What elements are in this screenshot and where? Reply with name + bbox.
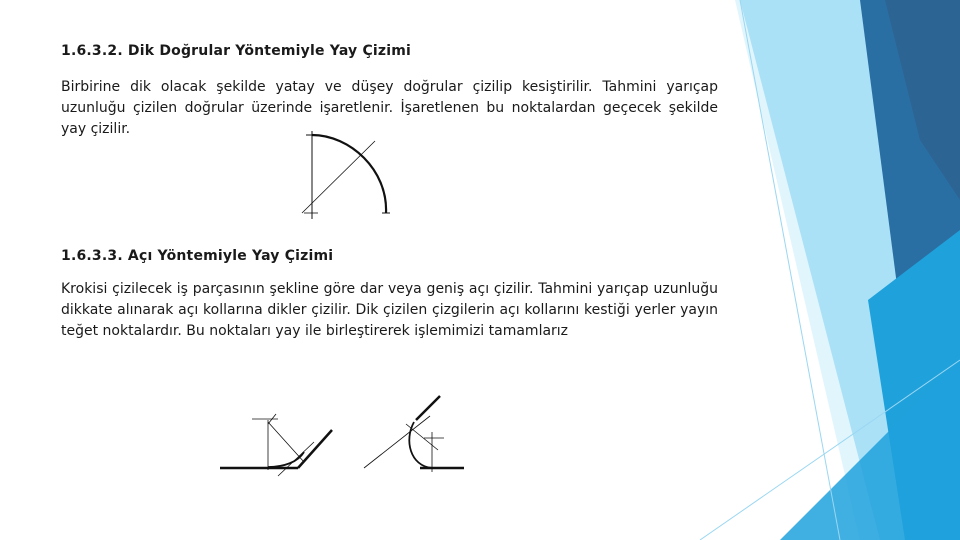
section-body-aci: Krokisi çizilecek iş parçasının şekline göre dar veya geniş açı çizilir. Tahmini yarıçap uzunluğu dikkate alınarak açı kollarına dikler çizilir. Dik çizilen çizgilerin açı kollarını kestiği yerler yayın teğet noktalardır. Bu noktaları yay ile birleştirerek işlemimizi tamamlarız (61, 281, 718, 339)
figure-angle-arc-right-drawing (364, 396, 464, 472)
section-heading-aci: 1.6.3.3. Açı Yöntemiyle Yay Çizimi (61, 248, 334, 264)
figure-angle-arc-left-drawing (220, 414, 332, 476)
figure-angle-arc-right (360, 392, 468, 478)
figure-angle-arc-left (218, 410, 343, 482)
section-heading-dik-dogrular: 1.6.3.2. Dik Doğrular Yöntemiyle Yay Çizimi (61, 43, 412, 59)
figure-perpendicular-arc (290, 125, 400, 223)
section-body-dik-dogrular: Birbirine dik olacak şekilde yatay ve düşey doğrular çizilip kesiştirilir. Tahmini yarıçap uzunluğu çizilen doğrular üzerinde işaretlenir. İşaretlenen bu noktalardan geçecek şekilde yay çizilir. (61, 79, 718, 137)
figure-perpendicular-arc-drawing (302, 131, 390, 219)
